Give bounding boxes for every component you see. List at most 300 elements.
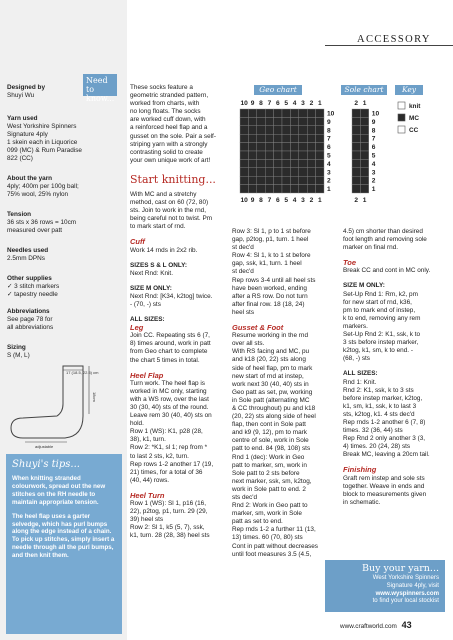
key-label: MC — [409, 115, 419, 122]
col3-line: Cont in patt without decreases — [232, 542, 318, 550]
sole-row-label: 9 — [371, 118, 376, 126]
geo-col-label-top: 8 — [259, 100, 263, 107]
about-yarn-label: About the yarn — [7, 175, 53, 182]
key-label: CC — [409, 127, 419, 134]
sole-chart-cell — [352, 168, 360, 176]
geo-chart-cell — [257, 126, 265, 134]
finishing-line: together. Weave in ends and — [343, 482, 425, 490]
geo-chart-cell — [307, 151, 315, 159]
heel-line: Leave rem 30 (40, 40) sts on — [130, 412, 212, 420]
col4-line: pm to mark end of instep, — [343, 306, 416, 314]
turn-line: Row 1 (WS): Sl 1, p16 (16, — [130, 500, 207, 508]
sole-row-label: 1 — [371, 186, 376, 194]
geo-chart-cell — [248, 134, 256, 142]
geo-chart-cell — [299, 168, 307, 176]
col3-line: patt to end. 84 (98, 108) sts — [232, 445, 311, 453]
col3-line: Row 3: Sl 1, p to 1 st before — [232, 228, 311, 235]
tip-paragraph: When knitting stranded colourwork, spread out the new stitches on the RH needle to maintain appropriate tension. — [12, 475, 106, 506]
buy-yarn-box — [325, 560, 445, 612]
geo-col-label-bottom: 5 — [284, 197, 289, 204]
leg-line: from Geo chart to complete — [130, 348, 208, 356]
sole-row-label: 6 — [371, 144, 376, 152]
designer-name: Shuyi Wu — [7, 92, 35, 100]
col3-line: after a RS row. Do not turn — [232, 292, 308, 300]
next-rnd-knit: Next Rnd: Knit. — [130, 269, 173, 277]
col4-line: Set-Up Rnd 1: Rm, k2, pm — [343, 290, 418, 298]
geo-chart-cell — [316, 176, 324, 184]
leg-line: the chart 5 times in total. — [130, 356, 200, 364]
geo-chart-cell — [290, 168, 298, 176]
sole-row-label: 7 — [371, 135, 376, 143]
geo-col-label-bottom: 3 — [301, 197, 305, 204]
col4-line: k to end, removing any rem — [343, 314, 421, 322]
sole-chart-cell — [352, 126, 360, 134]
col4-line: Rep Rnd 2 only another 3 (3, — [343, 435, 426, 443]
geo-chart-cell — [240, 134, 248, 142]
start-line: With MC and a stretchy — [130, 190, 197, 198]
about-line: 4ply; 400m per 100g ball; — [7, 183, 79, 191]
geo-col-label-bottom: 10 — [240, 197, 248, 204]
intro-line: a reinforced heel flap and a — [130, 124, 208, 132]
geo-row-label: 4 — [327, 160, 331, 168]
geo-chart-cell — [307, 168, 315, 176]
intro-line: These socks feature a — [130, 84, 193, 91]
cuff-text: Work 14 rnds in 2x2 rib. — [130, 246, 198, 254]
geo-chart-cell — [265, 117, 273, 125]
col3-line: Rep rows 3-4 until all heel sts — [232, 276, 316, 284]
finishing-line: in schematic. — [343, 498, 381, 506]
sole-row-label: 5 — [371, 152, 376, 160]
heel-line: worked in MC only, starting — [130, 387, 207, 395]
start-line: to mark start of rnd. — [130, 223, 186, 231]
heel-line: Row 2: *K1, sl 1; rep from * — [130, 444, 208, 452]
toe-heading: Toe — [343, 258, 357, 268]
header-rule — [325, 45, 453, 46]
geo-col-label-top: 2 — [309, 100, 314, 107]
geo-chart-cell — [316, 159, 324, 167]
col3-line: Rnd 1 (dec): Work in Geo — [232, 453, 305, 461]
sole-chart-cell — [352, 176, 360, 184]
cuff-heading: Cuff — [130, 237, 145, 247]
sole-chart-cell — [352, 109, 360, 117]
need-to-know-tab: Need to know... — [83, 74, 117, 96]
col3-line: sts dec'd — [232, 494, 258, 501]
geo-chart-cell — [240, 126, 248, 134]
sole-chart-tab: Sole chart — [341, 85, 387, 95]
sole-chart-cell — [360, 126, 368, 134]
intro-line: geometric stranded pattern, — [130, 92, 209, 100]
geo-chart-cell — [248, 151, 256, 159]
geo-chart-grid — [240, 100, 335, 204]
geo-chart-cell — [257, 168, 265, 176]
geo-chart-cell — [248, 109, 256, 117]
geo-chart-cell — [257, 109, 265, 117]
col4-line: 3 sts before instep marker, — [343, 339, 419, 347]
key-label: knit — [409, 103, 421, 110]
geo-col-label-bottom: 9 — [250, 197, 255, 204]
geo-chart-cell — [299, 151, 307, 159]
col3-line: after final row. 18 (18, 24) — [232, 300, 305, 308]
geo-chart-cell — [282, 168, 290, 176]
geo-chart-cell — [274, 185, 282, 193]
col3-line: gap, ssk, k1, turn. 1 heel — [232, 260, 302, 268]
geo-chart-cell — [299, 159, 307, 167]
sole-row-label: 8 — [371, 127, 376, 135]
geo-chart-cell — [248, 143, 256, 151]
geo-chart-cell — [290, 185, 298, 193]
buy-line: Signature 4ply, visit — [386, 581, 439, 589]
tension-label: Tension — [7, 211, 32, 218]
geo-row-label: 8 — [327, 127, 331, 135]
geo-chart-cell — [274, 159, 282, 167]
geo-chart-cell — [290, 176, 298, 184]
geo-chart-cell — [274, 134, 282, 142]
abbrev-line: See page 78 for — [7, 316, 53, 324]
yarn-line: 1 skein each in Liquorice — [7, 139, 78, 147]
geo-chart-cell — [240, 176, 248, 184]
key-swatch — [398, 102, 405, 109]
col3-line: With RS facing and MC, pu — [232, 348, 310, 356]
geo-chart-cell — [248, 117, 256, 125]
geo-chart-cell — [265, 176, 273, 184]
start-line: method, cast on 60 (72, 80) — [130, 199, 209, 207]
heel-line: Row 1 (WS): K1, p28 (28, — [130, 428, 203, 436]
heel-line: 38), k1, turn. — [130, 436, 166, 444]
geo-chart-cell — [240, 151, 248, 159]
heel-line: with a WS row, over the last — [130, 395, 209, 403]
geo-chart-cell — [299, 143, 307, 151]
sole-chart-cell — [360, 151, 368, 159]
heel-line: to last 2 sts, k2, turn. — [130, 452, 189, 460]
col3-line: Rep rnds 1-2 a further 11 (13, — [232, 526, 316, 534]
geo-chart-cell — [257, 134, 265, 142]
column-2 — [130, 84, 232, 541]
col3-line: work in Sole patt to end. 2 — [232, 485, 306, 493]
geo-row-label: 2 — [327, 177, 331, 185]
geo-chart-cell — [240, 109, 248, 117]
geo-chart-cell — [316, 117, 324, 125]
geo-chart-cell — [265, 143, 273, 151]
turn-line: k1, turn. 28 (28, 38) heel sts — [130, 532, 210, 540]
sole-chart-cell — [360, 109, 368, 117]
start-line: sts. Join to work in the rnd, — [130, 207, 207, 215]
sole-row-label: 10 — [371, 110, 380, 118]
col4-line: times. 32 (36, 44) sts — [343, 427, 403, 435]
finishing-line: Graft rem instep and sole sts — [343, 474, 425, 482]
geo-chart-cell — [265, 134, 273, 142]
intro-line: striping yarn with a strongly — [130, 140, 208, 148]
intro-line: no long floats. The socks — [130, 108, 201, 116]
geo-chart-cell — [257, 176, 265, 184]
geo-chart-cell — [282, 185, 290, 193]
heel-line: Rep rows 1-2 another 17 (19, — [130, 460, 214, 468]
geo-chart-cell — [265, 159, 273, 167]
geo-col-label-top: 7 — [267, 100, 272, 107]
col3-line: new start of rnd at instep, — [232, 372, 304, 380]
col3-line: patt as set to end. — [232, 518, 283, 526]
geo-col-label-top: 9 — [250, 100, 255, 107]
buy-website-link[interactable]: www.wyspinners.com — [375, 589, 439, 597]
leg-line: Join CC. Repeating sts 6 (7, — [130, 332, 210, 340]
geo-chart-cell — [240, 117, 248, 125]
heel-line: (40, 44) rows. — [130, 476, 170, 484]
sole-chart-cell — [360, 176, 368, 184]
needles-block — [7, 247, 119, 263]
geo-chart-cell — [290, 143, 298, 151]
geo-chart-cell — [240, 159, 248, 167]
col4-line: sts, k2tog, k1. 4 sts dec'd — [343, 410, 415, 418]
tips-box — [6, 454, 122, 634]
col3-line: Row 4: Sl 1, k to 1 st before — [232, 252, 311, 260]
col3-line: and k18 (20, 22) sts along — [232, 356, 306, 364]
col3-line: patt to marker, sm, work in — [232, 461, 307, 469]
geo-col-label-bottom: 6 — [275, 197, 280, 204]
col3-line: flap, then cont in Sole patt — [232, 421, 306, 429]
designer-block — [7, 84, 119, 100]
heel-line: hold. — [130, 420, 144, 428]
sole-chart-cell — [352, 143, 360, 151]
geo-chart-cell — [240, 168, 248, 176]
col3-line: st dec'd — [232, 268, 254, 276]
geo-chart-cell — [282, 159, 290, 167]
sole-col-label-top: 1 — [362, 100, 367, 107]
other-supplies-block — [7, 275, 119, 299]
geo-row-label: 9 — [327, 118, 331, 126]
key-tab: Key — [395, 85, 423, 95]
col3-line: have been worked, ending — [232, 284, 307, 292]
col3-line: Sole patt to 2 sts before — [232, 469, 300, 477]
col4-line: before instep marker, k2tog, — [343, 394, 423, 402]
geo-row-label: 3 — [327, 169, 331, 177]
geo-chart-cell — [240, 143, 248, 151]
yarn-line: 099 (MC) & Rum Paradise — [7, 147, 82, 155]
heel-line: Turn work. The heel flap is — [130, 379, 205, 387]
sole-chart-cell — [360, 168, 368, 176]
geo-row-label: 5 — [327, 152, 331, 160]
geo-chart-cell — [248, 159, 256, 167]
yarn-used-label: Yarn used — [7, 115, 38, 122]
intro-line: are worked cuff down, with — [130, 116, 206, 124]
geo-chart-cell — [248, 185, 256, 193]
abbreviations-block — [7, 308, 119, 332]
geo-chart-cell — [282, 117, 290, 125]
col3-line: gap, p2tog, p1, turn. 1 heel — [232, 236, 309, 244]
geo-chart-cell — [307, 176, 315, 184]
heel-line: 30 (30, 40) sts of the round. — [130, 404, 209, 411]
col4-line: 4.5) cm shorter than desired — [343, 228, 423, 235]
toe-text: Break CC and cont in MC only. — [343, 267, 431, 275]
geo-chart-cell — [240, 185, 248, 193]
geo-col-label-bottom: 4 — [292, 197, 297, 204]
col3-line: next marker, ssk, sm, k2tog, — [232, 477, 312, 485]
col3-line: (20, 22) sts along side of heel — [232, 413, 316, 421]
intro-line: worked from charts, with — [130, 100, 200, 108]
col3-line: 13) times. 60 (70, 80) sts — [232, 534, 303, 542]
finishing-line: block to measurements given — [343, 490, 427, 498]
geo-chart-cell — [248, 168, 256, 176]
about-line: 75% wool, 25% nylon — [7, 191, 69, 199]
section-title: ACCESSORY — [357, 34, 431, 45]
geo-row-label: 6 — [327, 144, 331, 152]
geo-chart-cell — [316, 126, 324, 134]
geo-chart-cell — [290, 151, 298, 159]
geo-chart-cell — [316, 109, 324, 117]
geo-chart-cell — [307, 185, 315, 193]
col3-line: over all sts. — [232, 340, 265, 348]
yarn-line: West Yorkshire Spinners — [7, 123, 77, 131]
geo-chart-cell — [316, 185, 324, 193]
col3-line: side of heel flap, pm to mark — [232, 364, 313, 372]
geo-chart-cell — [299, 117, 307, 125]
geo-row-label: 10 — [327, 110, 335, 118]
sole-chart-grid — [352, 100, 379, 204]
geo-chart-cell — [307, 117, 315, 125]
geo-chart-cell — [282, 109, 290, 117]
col4-line: Set-Up Rnd 2: K1, ssk, k to — [343, 331, 421, 339]
col4-line: foot length and removing sole — [343, 236, 427, 244]
start-knitting-heading: Start knitting... — [130, 172, 216, 186]
geo-chart-tab: Geo chart — [254, 85, 302, 95]
sizing-label: Sizing — [7, 344, 26, 351]
col3-line: Geo patt as set, pw, working — [232, 388, 313, 396]
yarn-line: Signature 4ply — [7, 131, 48, 139]
geo-chart-cell — [290, 117, 298, 125]
supply-item: ✓ 3 stitch markers — [7, 283, 60, 291]
start-line: being careful not to twist. Pm — [130, 215, 213, 223]
sole-chart-cell — [360, 134, 368, 142]
heel-turn-heading: Heel Turn — [130, 490, 165, 500]
sole-chart-cell — [360, 143, 368, 151]
needles-label: Needles used — [7, 247, 49, 254]
intro-line: gusset on the sole. Pair a self- — [130, 132, 216, 140]
needles-value: 2.5mm DPNs — [7, 255, 45, 263]
geo-chart-cell — [265, 185, 273, 193]
turn-line: 39) heel sts — [130, 516, 164, 524]
geo-col-label-top: 1 — [317, 100, 322, 107]
geo-chart-cell — [282, 126, 290, 134]
geo-col-label-top: 5 — [284, 100, 289, 107]
geo-chart-cell — [299, 126, 307, 134]
heel-line: 21) times, for a total of 36 — [130, 468, 203, 476]
sizes-s-l-label: SIZES S & L ONLY: — [130, 261, 188, 269]
geo-row-label: 7 — [327, 135, 331, 143]
geo-chart-cell — [307, 134, 315, 142]
col3-line: Resume working in the rnd — [232, 332, 309, 340]
column-3 — [232, 228, 338, 559]
geo-chart-cell — [257, 117, 265, 125]
sole-chart-cell — [352, 159, 360, 167]
col4-line: for new start of rnd, k36, — [343, 298, 412, 306]
sole-chart-cell — [352, 117, 360, 125]
sole-chart-cell — [360, 159, 368, 167]
key-swatch — [398, 126, 405, 133]
column-4 — [343, 228, 451, 507]
geo-chart-cell — [248, 126, 256, 134]
col3-line: and k9 (9, 12), pm to mark — [232, 429, 307, 437]
other-supplies-label: Other supplies — [7, 275, 52, 282]
geo-chart-cell — [316, 151, 324, 159]
sole-col-label-top: 2 — [354, 100, 359, 107]
designed-by-label: Designed by — [7, 84, 45, 91]
geo-col-label-top: 6 — [275, 100, 280, 107]
yarn-block — [7, 115, 119, 164]
geo-chart-cell — [265, 168, 273, 176]
col4-line: marker on final rnd. — [343, 244, 399, 252]
geo-chart-cell — [274, 176, 282, 184]
geo-chart-cell — [248, 176, 256, 184]
col3-line: marker, sm, work in Sole — [232, 510, 302, 518]
geo-row-label: 1 — [327, 186, 331, 194]
leg-line: 8) times around, work in patt — [130, 340, 211, 348]
col4-line: k1, sm, k1, ssk, k to last 3 — [343, 402, 417, 410]
foot-length-label: adjustable — [35, 444, 54, 449]
geo-chart-cell — [265, 109, 273, 117]
geo-chart-cell — [316, 168, 324, 176]
geo-chart-cell — [282, 143, 290, 151]
tips-title: Shuyi's tips... — [12, 459, 80, 470]
abbreviations-label: Abbreviations — [7, 308, 50, 315]
geo-chart-cell — [282, 176, 290, 184]
heel-flap-heading: Heel Flap — [130, 370, 164, 380]
charts-svg — [230, 96, 453, 218]
finishing-heading: Finishing — [343, 465, 377, 475]
buy-line: to find your local stockist — [372, 597, 439, 605]
geo-chart-cell — [274, 143, 282, 151]
geo-col-label-top: 3 — [301, 100, 305, 107]
geo-chart-cell — [290, 134, 298, 142]
geo-chart-cell — [307, 109, 315, 117]
sole-col-label-bottom: 1 — [362, 197, 367, 204]
sock-schematic — [5, 354, 123, 449]
all-sizes-label: ALL SIZES: — [130, 316, 165, 324]
geo-chart-cell — [299, 185, 307, 193]
tension-line: measured over patt — [7, 227, 63, 235]
col4-line: (68, -) sts — [343, 355, 370, 363]
geo-col-label-top: 10 — [240, 100, 248, 107]
abbrev-line: all abbreviations — [7, 324, 54, 332]
gusset-foot-heading: Gusset & Foot — [232, 323, 284, 333]
col4-line: Rnd 2: K1, ssk, k to 3 sts — [343, 386, 414, 394]
geo-chart-cell — [307, 126, 315, 134]
col4-line: Break MC, leaving a 20cm tail. — [343, 451, 430, 459]
geo-chart-cell — [274, 117, 282, 125]
all-sizes-label: ALL SIZES: — [343, 370, 378, 378]
geo-chart-cell — [316, 134, 324, 142]
geo-chart-cell — [257, 143, 265, 151]
key-legend — [398, 102, 421, 134]
geo-chart-cell — [307, 143, 315, 151]
col3-line: until foot measures 3.5 (4.5, — [232, 550, 312, 558]
size-m-only-label: SIZE M ONLY: — [343, 282, 385, 290]
sole-chart-cell — [360, 117, 368, 125]
sock-outline — [11, 366, 83, 438]
footer-site: www.craftworld.com — [340, 623, 397, 630]
geo-col-label-top: 4 — [292, 100, 297, 107]
col3-line: & CC throughout) pu and k18 — [232, 404, 316, 412]
col3-line: work next 30 (40, 40) sts in — [232, 380, 309, 388]
supply-item: ✓ tapestry needle — [7, 291, 58, 299]
intro-line: contrasting solid to create — [130, 148, 203, 156]
sole-chart-cell — [352, 185, 360, 193]
buy-line: West Yorkshire Spinners — [372, 574, 439, 581]
col4-line: Rnd 1: Knit. — [343, 378, 377, 386]
sizing-value: S (M, L) — [7, 352, 30, 360]
col4-line: k2tog, k1, sm, k to end. - — [343, 347, 413, 355]
sole-col-label-bottom: 2 — [354, 197, 359, 204]
size-m-line: Next Rnd: [K34, k2tog] twice. — [130, 292, 213, 300]
about-yarn-block — [7, 175, 119, 199]
col3-line: heel sts — [232, 308, 255, 316]
